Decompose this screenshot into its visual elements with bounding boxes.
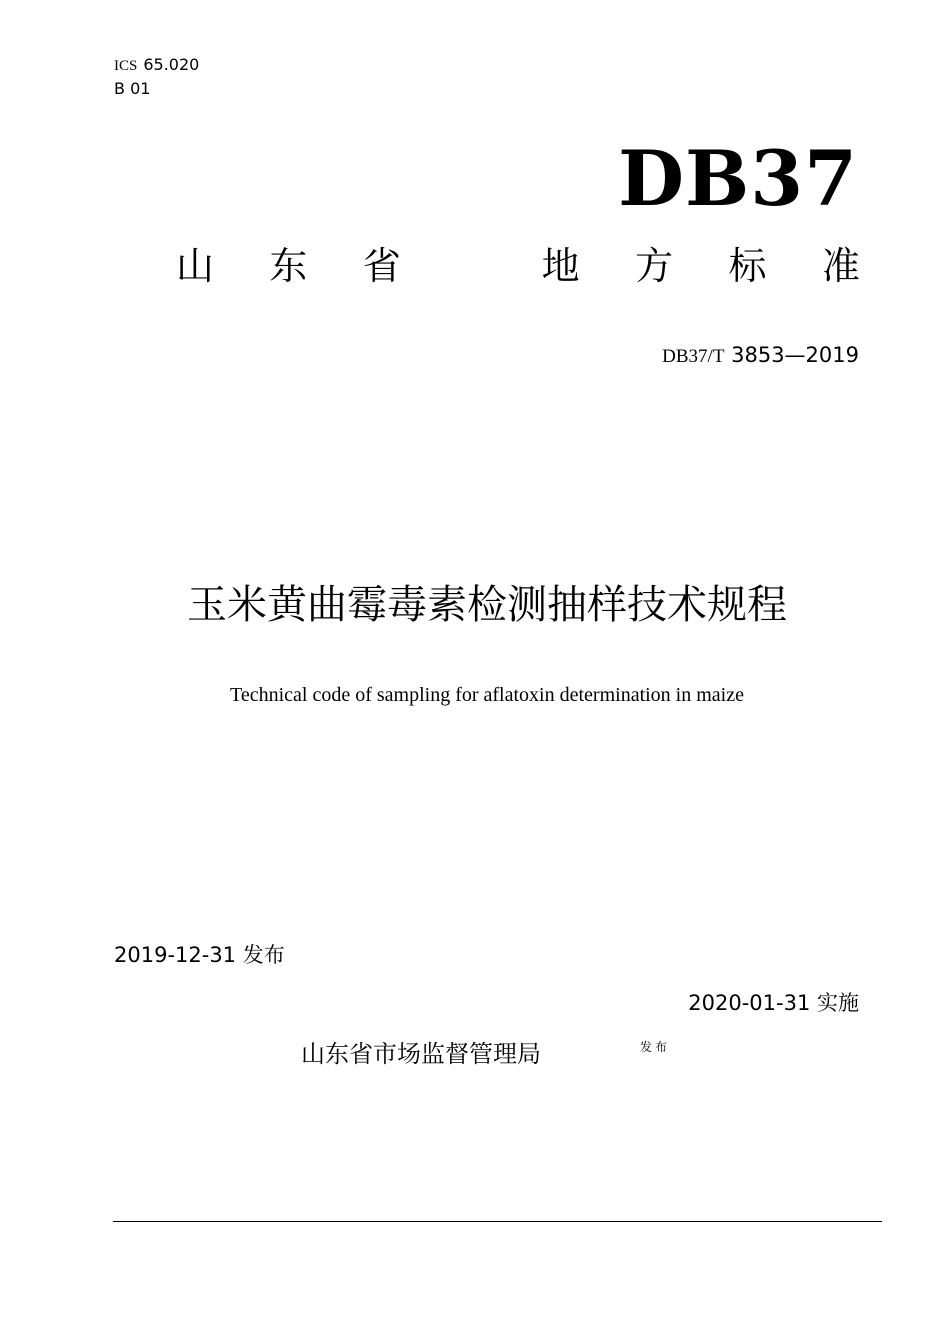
standard-type-char: 山 — [176, 244, 215, 288]
ccs-classification: B 01 — [114, 79, 151, 98]
issue-date: 2019-12-31 发布 — [114, 943, 285, 967]
ics-label: ICS — [114, 58, 138, 74]
implementation-date: 2020-01-31 实施 — [688, 991, 859, 1015]
standard-type-char: 省 — [362, 244, 401, 288]
standard-type-heading — [176, 238, 860, 294]
standard-number-prefix: DB37/T — [662, 346, 725, 367]
bottom-rule — [113, 1221, 882, 1222]
ics-code: 65.020 — [143, 55, 200, 74]
title-chinese: 玉米黄曲霉毒素检测抽样技术规程 — [187, 582, 787, 628]
heading-spacer — [456, 238, 486, 294]
ics-classification — [114, 55, 199, 76]
standard-type-char: 标 — [728, 244, 767, 288]
standard-number — [662, 340, 859, 372]
standard-type-char: 准 — [821, 244, 860, 288]
title-english: Technical code of sampling for aflatoxin determination in maize — [230, 684, 744, 706]
standard-type-char: 东 — [269, 244, 308, 288]
standard-number-value: 3853—2019 — [731, 343, 859, 367]
issuer-suffix: 发布 — [640, 1040, 671, 1054]
standard-type-char: 方 — [635, 244, 674, 288]
issuing-authority: 山东省市场监督管理局 — [301, 1040, 541, 1068]
standard-type-char: 地 — [541, 244, 580, 288]
db37-logo: DB37 — [618, 134, 858, 223]
